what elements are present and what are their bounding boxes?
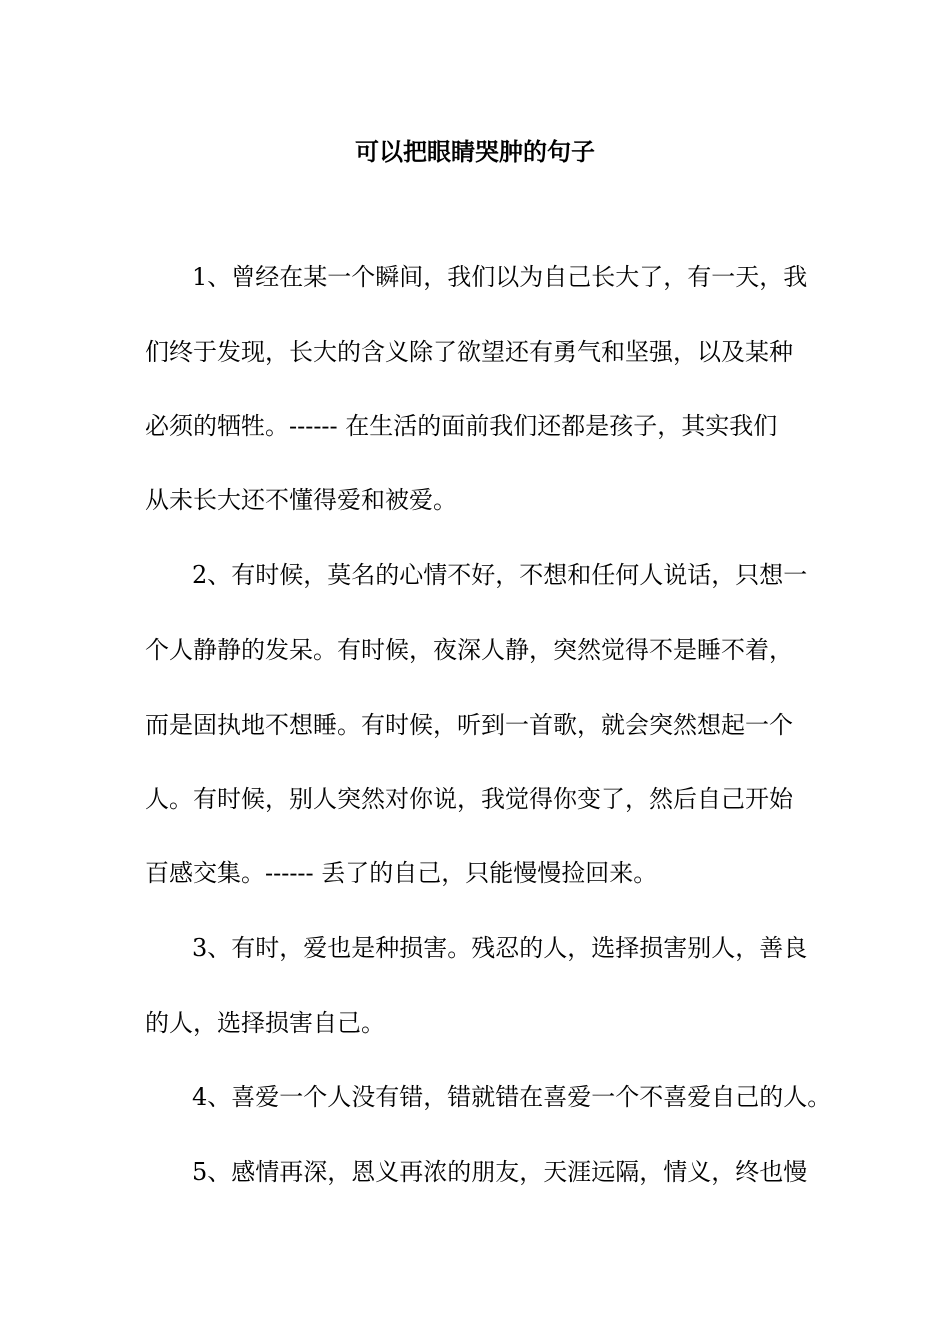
paragraph-3-line-2: 的人，选择损害自己。 (145, 1009, 385, 1037)
paragraph-4-line-1: 4、喜爱一个人没有错，错就错在喜爱一个不喜爱自己的人。 (192, 1083, 832, 1111)
paragraph-3-line-1: 3、有时，爱也是种损害。残忍的人，选择损害别人，善良 (192, 934, 808, 962)
paragraph-1-line-2: 们终于发现，长大的含义除了欲望还有勇气和坚强，以及某种 (145, 338, 793, 366)
paragraph-2-line-4: 人。有时候，别人突然对你说，我觉得你变了，然后自己开始 (145, 785, 793, 813)
paragraph-2-line-5: 百感交集。------ 丢了的自己，只能慢慢捡回来。 (145, 859, 658, 887)
paragraph-2-line-3: 而是固执地不想睡。有时候，听到一首歌，就会突然想起一个 (145, 711, 793, 739)
paragraph-1-line-4: 从未长大还不懂得爱和被爱。 (145, 486, 457, 514)
paragraph-1-line-3: 必须的牺牲。------ 在生活的面前我们还都是孩子，其实我们 (145, 412, 778, 440)
paragraph-1-line-1: 1、曾经在某一个瞬间，我们以为自己长大了，有一天，我 (192, 263, 808, 291)
paragraph-2-line-1: 2、有时候，莫名的心情不好，不想和任何人说话，只想一 (192, 561, 808, 589)
paragraph-2-line-2: 个人静静的发呆。有时候，夜深人静，突然觉得不是睡不着， (145, 636, 793, 664)
paragraph-5-line-1: 5、感情再深，恩义再浓的朋友，天涯远隔，情义，终也慢 (192, 1158, 808, 1186)
document-title: 可以把眼睛哭肿的句子 (355, 138, 595, 166)
